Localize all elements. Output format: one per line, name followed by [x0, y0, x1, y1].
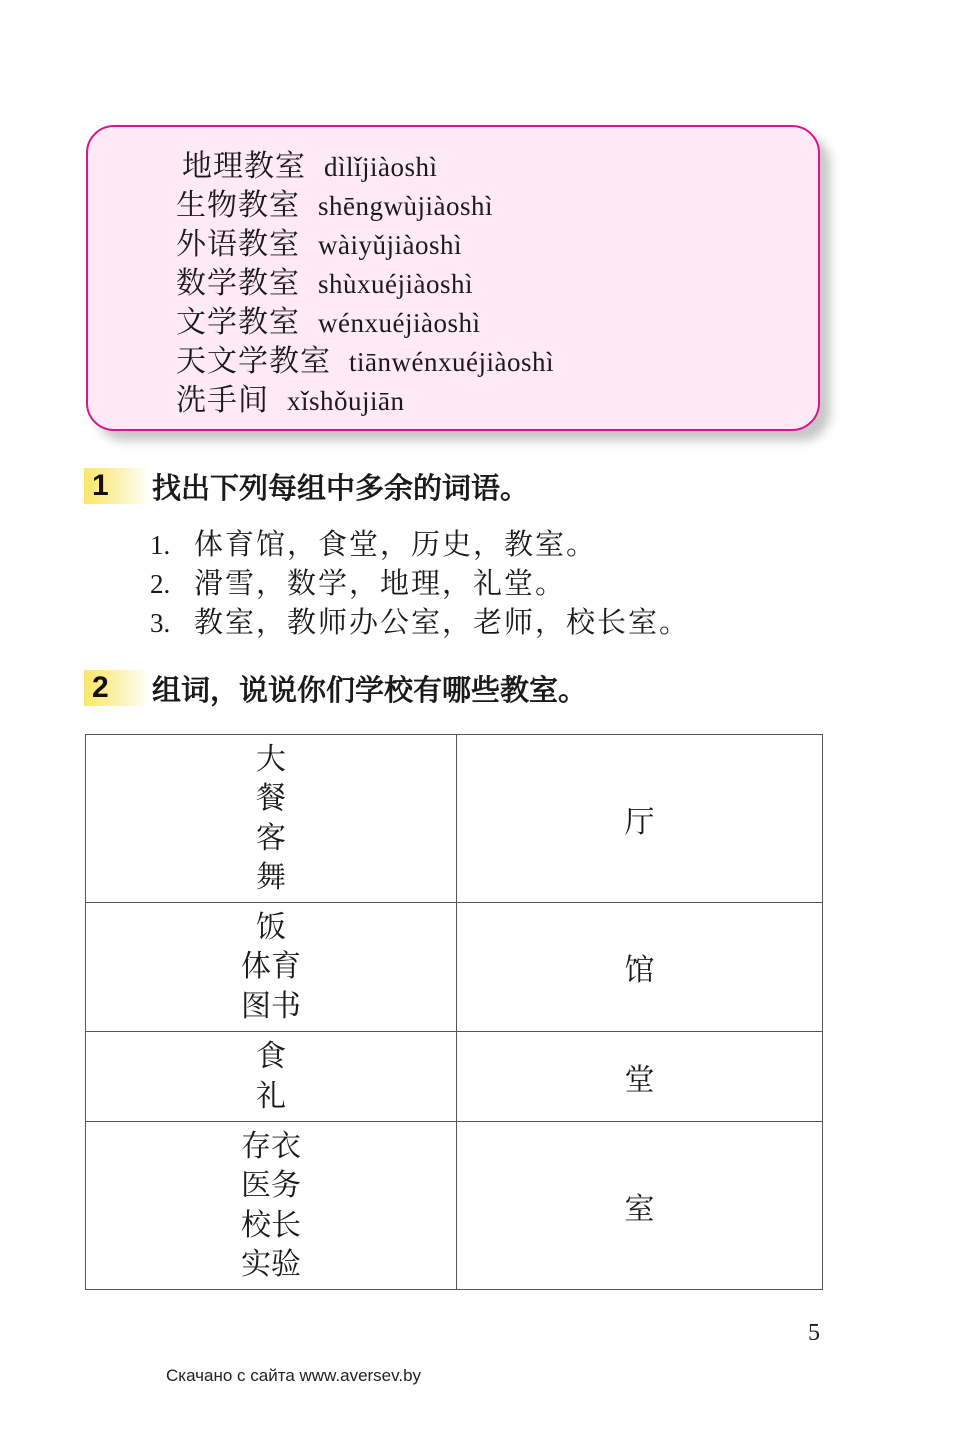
prefix: 大: [256, 741, 286, 777]
prefix: 饭: [256, 909, 286, 945]
prefix: 存衣: [241, 1128, 301, 1164]
prefix-cell: [86, 1122, 457, 1290]
table-row: [86, 1032, 823, 1122]
item-number: 1.: [150, 530, 171, 560]
item-text: 滑雪，数学，地理，礼堂。: [194, 566, 567, 600]
exercise-2-header: [84, 668, 587, 708]
vocabulary-pinyin: tiānwénxuéjiàoshì: [349, 347, 554, 377]
item-text: 体育馆，食堂，历史，教室。: [194, 527, 598, 561]
exercise-1-item: [150, 603, 690, 642]
vocabulary-pinyin: wénxuéjiàoshì: [318, 308, 481, 338]
vocabulary-pinyin: shùxuéjiàoshì: [318, 269, 473, 299]
exercise-1-item: [150, 525, 690, 564]
exercise-1-list: [150, 525, 690, 642]
vocabulary-item: [176, 147, 554, 186]
vocabulary-item: [176, 264, 554, 303]
prefix: 图书: [241, 988, 301, 1024]
item-text: 教室，教师办公室，老师，校长室。: [194, 605, 691, 639]
prefix: 客: [256, 820, 286, 856]
exercise-1-item: [150, 564, 690, 603]
suffix-cell: 厅: [457, 735, 823, 903]
vocabulary-item: [176, 186, 554, 225]
vocabulary-pinyin: wàiyǔjiàoshì: [318, 230, 462, 260]
vocabulary-box: [86, 125, 820, 431]
vocabulary-item: [176, 225, 554, 264]
exercise-2-title: 组词，说说你们学校有哪些教室。: [152, 672, 588, 707]
prefix: 礼: [256, 1078, 286, 1114]
prefix: 医务: [241, 1168, 301, 1203]
prefix: 舞: [256, 860, 286, 895]
vocabulary-item: [176, 303, 554, 342]
exercise-1-header: [84, 466, 529, 506]
item-number: 2.: [150, 569, 171, 599]
page-number: 5: [808, 1320, 820, 1346]
table-row: [86, 903, 823, 1032]
prefix: 体育: [241, 949, 301, 985]
vocabulary-hanzi: 天文学教室: [176, 344, 331, 379]
prefix-cell: [86, 735, 457, 903]
footer-source-note: Скачано с сайта www.aversev.by: [166, 1366, 422, 1385]
vocabulary-hanzi: 洗手间: [176, 383, 269, 418]
suffix-cell: 馆: [457, 903, 823, 1032]
item-number: 3.: [150, 608, 171, 638]
prefix: 实验: [241, 1247, 301, 1282]
prefix: 餐: [256, 781, 286, 816]
vocabulary-pinyin: dìlǐjiàoshì: [324, 152, 438, 182]
vocabulary-hanzi: 数学教室: [176, 266, 300, 301]
vocabulary-item: [176, 381, 554, 420]
vocabulary-pinyin: xǐshǒujiān: [287, 386, 405, 416]
table-row: [86, 1122, 823, 1290]
vocabulary-list: [176, 147, 554, 420]
prefix: 食: [256, 1039, 286, 1074]
exercise-1-number-badge: 1: [84, 468, 150, 504]
vocabulary-hanzi: 外语教室: [176, 227, 300, 262]
vocabulary-item: [176, 342, 554, 381]
vocabulary-hanzi: 文学教室: [176, 305, 300, 340]
exercise-2-number-badge: 2: [84, 670, 150, 706]
suffix-cell: 堂: [457, 1032, 823, 1122]
suffix-cell: 室: [457, 1122, 823, 1290]
prefix-cell: [86, 1032, 457, 1122]
vocabulary-hanzi: 地理教室: [182, 149, 306, 184]
vocabulary-pinyin: shēngwùjiàoshì: [318, 191, 493, 221]
prefix-cell: [86, 903, 457, 1032]
prefix: 校长: [241, 1207, 301, 1243]
table-row: [86, 735, 823, 903]
word-formation-table: [85, 734, 823, 1290]
exercise-1-title: 找出下列每组中多余的词语。: [152, 470, 530, 505]
vocabulary-hanzi: 生物教室: [176, 188, 300, 223]
